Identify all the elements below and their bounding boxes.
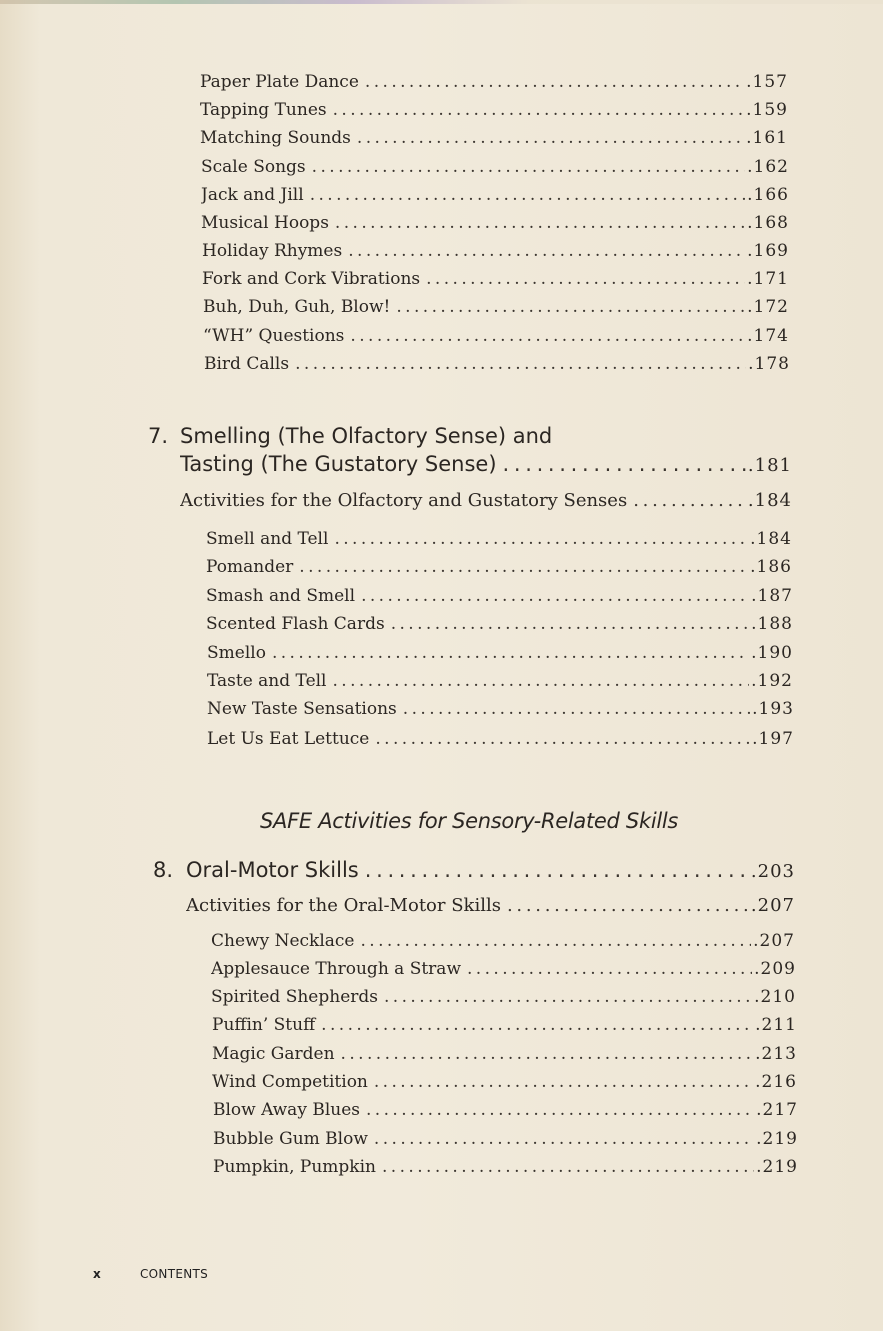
entry-title: Matching Sounds (200, 128, 351, 148)
leader-dots (333, 100, 745, 120)
toc-entry (211, 959, 796, 979)
entry-title: Smash and Smell (206, 586, 356, 606)
chapter-title (153, 858, 365, 882)
entry-title: Puffin’ Stuff (212, 1015, 316, 1035)
entry-title: Wind Competition (212, 1072, 368, 1092)
toc-entry (211, 931, 795, 951)
toc-entry (201, 157, 789, 177)
entry-title: Chewy Necklace (211, 931, 355, 951)
leader-dots (312, 157, 746, 177)
footer-running-head: CONTENTS (140, 1267, 209, 1281)
leader-dots (361, 586, 749, 606)
leader-dots (391, 614, 749, 634)
entry-title: Musical Hoops (201, 213, 329, 233)
leader-dots (350, 326, 745, 346)
toc-entry (200, 72, 788, 92)
leader-dots (382, 1157, 754, 1177)
leader-dots (633, 490, 746, 511)
entry-title: “WH” Questions (203, 326, 345, 346)
toc-entry (207, 671, 793, 691)
entry-title: Bird Calls (204, 354, 290, 374)
entry-page: .216 (755, 1072, 797, 1092)
entry-page: .213 (755, 1044, 797, 1064)
leader-dots (295, 354, 746, 374)
entry-title: Fork and Cork Vibrations (202, 269, 421, 289)
entry-page: .178 (748, 354, 790, 374)
leader-dots (361, 931, 752, 951)
toc-entry (201, 185, 789, 205)
entry-title: Taste and Tell (207, 671, 327, 691)
toc-entry (213, 1129, 798, 1149)
leader-dots (365, 858, 749, 882)
toc-entry (212, 1015, 797, 1035)
chapter-7-heading-line1 (148, 424, 552, 448)
leader-dots (507, 895, 749, 916)
toc-entry (212, 1072, 797, 1092)
leader-dots (384, 987, 752, 1007)
entry-title: Tapping Tunes (200, 100, 327, 120)
toc-entry (206, 614, 793, 634)
entry-title: Spirited Shepherds (211, 987, 378, 1007)
entry-title: Smello (207, 643, 266, 663)
leader-dots (321, 1015, 753, 1035)
entry-title: New Taste Sensations (207, 699, 397, 719)
leader-dots (335, 213, 745, 233)
entry-title: Blow Away Blues (213, 1100, 360, 1120)
entry-title: Smell and Tell (206, 529, 329, 549)
toc-entry (204, 354, 790, 374)
entry-title: Magic Garden (212, 1044, 335, 1064)
leader-dots (348, 241, 745, 261)
chapter-page: .203 (750, 861, 795, 882)
toc-entry (201, 213, 789, 233)
footer-page-number: x (93, 1267, 101, 1281)
leader-dots (467, 959, 752, 979)
entry-title: Bubble Gum Blow (213, 1129, 368, 1149)
toc-entry (206, 557, 792, 577)
leader-dots (334, 529, 748, 549)
toc-entry (213, 1157, 798, 1177)
toc-entry (207, 643, 793, 663)
leader-dots (375, 729, 750, 749)
leader-dots (403, 699, 750, 719)
toc-entry (200, 100, 788, 120)
toc-entry (207, 729, 794, 749)
toc-entry (200, 128, 788, 148)
leader-dots (374, 1129, 754, 1149)
entry-page: .169 (747, 241, 789, 261)
leader-dots (366, 1100, 754, 1120)
toc-entry (202, 269, 789, 289)
entry-page: .166 (747, 185, 789, 205)
entry-title: Jack and Jill (201, 185, 304, 205)
leader-dots (299, 557, 748, 577)
leader-dots (310, 185, 745, 205)
entry-page: .172 (747, 297, 789, 317)
entry-title: Scale Songs (201, 157, 306, 177)
entry-title: Holiday Rhymes (202, 241, 343, 261)
section-page: .207 (750, 895, 795, 916)
entry-page: .211 (755, 1015, 797, 1035)
entry-page: .207 (753, 931, 795, 951)
entry-page: .184 (750, 529, 792, 549)
part-heading: SAFE Activities for Sensory-Related Skills (260, 809, 679, 833)
chapter-7-heading-line2 (180, 452, 792, 476)
section-title: Activities for the Olfactory and Gustatory Senses (180, 490, 628, 511)
leader-dots (357, 128, 744, 148)
leader-dots (333, 671, 750, 691)
toc-entry (213, 1100, 798, 1120)
entry-page: .210 (754, 987, 796, 1007)
toc-entry (203, 297, 789, 317)
leader-dots (341, 1044, 754, 1064)
entry-title: Let Us Eat Lettuce (207, 729, 370, 749)
leader-dots (272, 643, 749, 663)
page-top-edge (0, 0, 883, 4)
entry-page: .197 (752, 729, 794, 749)
toc-entry (206, 586, 793, 606)
entry-page: .219 (756, 1157, 798, 1177)
toc-entry (211, 987, 796, 1007)
section-entry (186, 895, 795, 916)
entry-title: Pomander (206, 557, 294, 577)
leader-dots (503, 452, 746, 476)
leader-dots (365, 72, 744, 92)
entry-page: .161 (746, 128, 788, 148)
chapter-page: .181 (747, 455, 792, 476)
toc-entry (206, 529, 792, 549)
chapter-8-heading (153, 858, 795, 882)
entry-page: .192 (751, 671, 793, 691)
entry-page: .174 (747, 326, 789, 346)
entry-page: .171 (747, 269, 789, 289)
toc-entry (202, 241, 789, 261)
section-page: .184 (747, 490, 792, 511)
entry-title: Paper Plate Dance (200, 72, 359, 92)
entry-page: .162 (747, 157, 789, 177)
entry-title: Applesauce Through a Straw (211, 959, 461, 979)
entry-page: .157 (746, 72, 788, 92)
leader-dots (396, 297, 745, 317)
chapter-number: 8. (153, 858, 174, 882)
chapter-title-line1: Smelling (The Olfactory Sense) and (180, 424, 553, 448)
toc-entry (203, 326, 789, 346)
entry-page: .219 (756, 1129, 798, 1149)
entry-page: .190 (751, 643, 793, 663)
entry-page: .168 (747, 213, 789, 233)
toc-entry (207, 699, 794, 719)
leader-dots (374, 1072, 753, 1092)
entry-page: .159 (746, 100, 788, 120)
entry-page: .209 (754, 959, 796, 979)
chapter-title-line2: Tasting (The Gustatory Sense) (180, 452, 497, 476)
entry-title: Pumpkin, Pumpkin (213, 1157, 376, 1177)
toc-entry (212, 1044, 797, 1064)
leader-dots (426, 269, 745, 289)
entry-page: .217 (756, 1100, 798, 1120)
entry-page: .193 (752, 699, 794, 719)
chapter-title-text: Oral-Motor Skills (186, 858, 359, 882)
section-title: Activities for the Oral-Motor Skills (186, 895, 501, 916)
entry-title: Buh, Duh, Guh, Blow! (203, 297, 391, 317)
entry-page: .186 (750, 557, 792, 577)
entry-title: Scented Flash Cards (206, 614, 385, 634)
chapter-number: 7. (148, 424, 169, 448)
entry-page: .187 (751, 586, 793, 606)
section-entry (180, 490, 792, 511)
entry-page: .188 (751, 614, 793, 634)
